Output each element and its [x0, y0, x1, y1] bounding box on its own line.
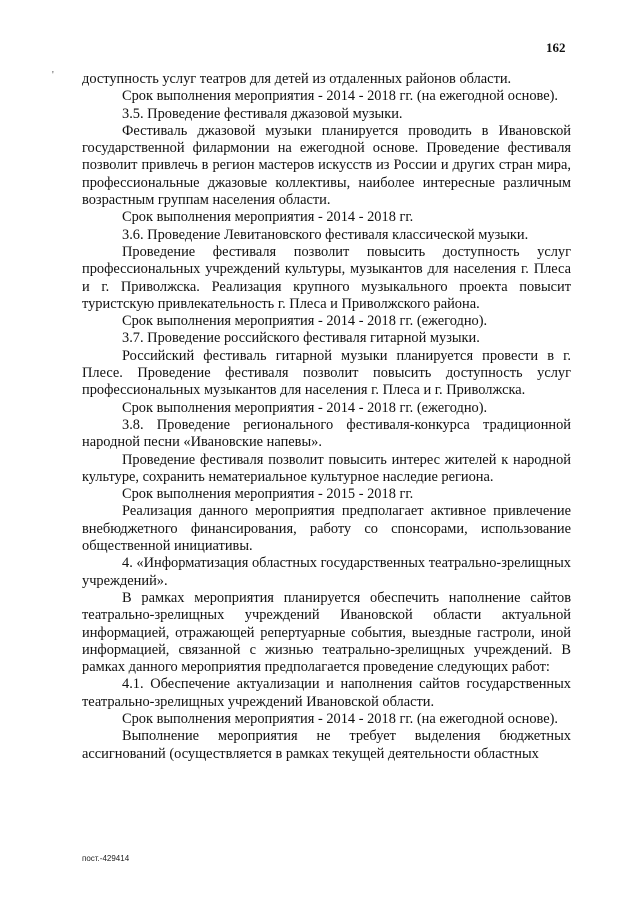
document-body	[82, 71, 571, 763]
paragraph: Проведение фестиваля позволит повысить доступность услуг профессиональных учреждений культуры, музыкантов для населения г. Плеса и г. Приволжска. Реализация крупного музыкального проекта повысит туристскую привлекательность г. Плеса и Приволжского района.	[82, 243, 571, 312]
paragraph: Проведение фестиваля позволит повысить интерес жителей к народной культуре, сохранить нематериальное культурное наследие региона.	[82, 451, 571, 485]
paragraph-deadline: Срок выполнения мероприятия - 2014 - 2018 гг. (на ежегодной основе).	[122, 710, 559, 727]
paragraph: Фестиваль джазовой музыки планируется проводить в Ивановской государственной филармонии на ежегодной основе. Проведение фестиваля позволит привлечь в регион мастеров искусств из России и других стран мира, профессиональные джазовые коллективы, наиболее интересные различным возрастным группам населения области.	[82, 122, 571, 209]
paragraph: Российский фестиваль гитарной музыки планируется провести в г. Плесе. Проведение фестиваля позволит повысить доступность услуг профессиональных музыкантов для населения г. Плеса и г. Приволжска.	[82, 347, 571, 399]
paragraph-continuation: доступность услуг театров для детей из отдаленных районов области.	[82, 71, 512, 87]
paragraph-deadline: Срок выполнения мероприятия - 2014 - 2018 гг.	[122, 209, 414, 226]
paragraph: В рамках мероприятия планируется обеспечить наполнение сайтов театрально-зрелищных учреждений Ивановской области актуальной информацией, отражающей репертуарные события, выездные гастроли, иной информацией, связанной с жизнью театрально-зрелищных учреждений. В рамках данного мероприятия предполагается проведение следующих работ:	[82, 589, 571, 676]
paragraph: Реализация данного мероприятия предполагает активное привлечение внебюджетного финансирования, работу со спонсорами, использование общественной инициативы.	[82, 503, 571, 555]
paragraph-deadline: Срок выполнения мероприятия - 2014 - 2018 гг. (ежегодно).	[122, 399, 488, 416]
page-number: 162	[546, 40, 566, 55]
footer-code: пост.-429414	[82, 854, 130, 863]
paragraph: Выполнение мероприятия не требует выделения бюджетных ассигнований (осуществляется в рамках текущей деятельности областных	[82, 728, 571, 762]
section-heading-3-5: 3.5. Проведение фестиваля джазовой музыки.	[122, 105, 403, 122]
paragraph-deadline: Срок выполнения мероприятия - 2014 - 2018 гг. (ежегодно).	[122, 313, 488, 330]
section-heading-4-1: 4.1. Обеспечение актуализации и наполнения сайтов государственных театрально-зрелищных учреждений Ивановской области.	[82, 676, 571, 710]
section-heading-3-8: 3.8. Проведение регионального фестиваля-конкурса традиционной народной песни «Ивановские напевы».	[82, 416, 571, 451]
paragraph-deadline: Срок выполнения мероприятия - 2015 - 2018 гг.	[122, 486, 414, 503]
section-heading-3-6: 3.6. Проведение Левитановского фестиваля классической музыки.	[122, 226, 529, 243]
paragraph-deadline: Срок выполнения мероприятия - 2014 - 2018 гг. (на ежегодной основе).	[122, 88, 559, 105]
section-heading-3-7: 3.7. Проведение российского фестиваля гитарной музыки.	[122, 330, 480, 347]
margin-mark: '	[52, 70, 54, 81]
section-heading-4: 4. «Информатизация областных государственных театрально-зрелищных учреждений».	[82, 555, 571, 589]
